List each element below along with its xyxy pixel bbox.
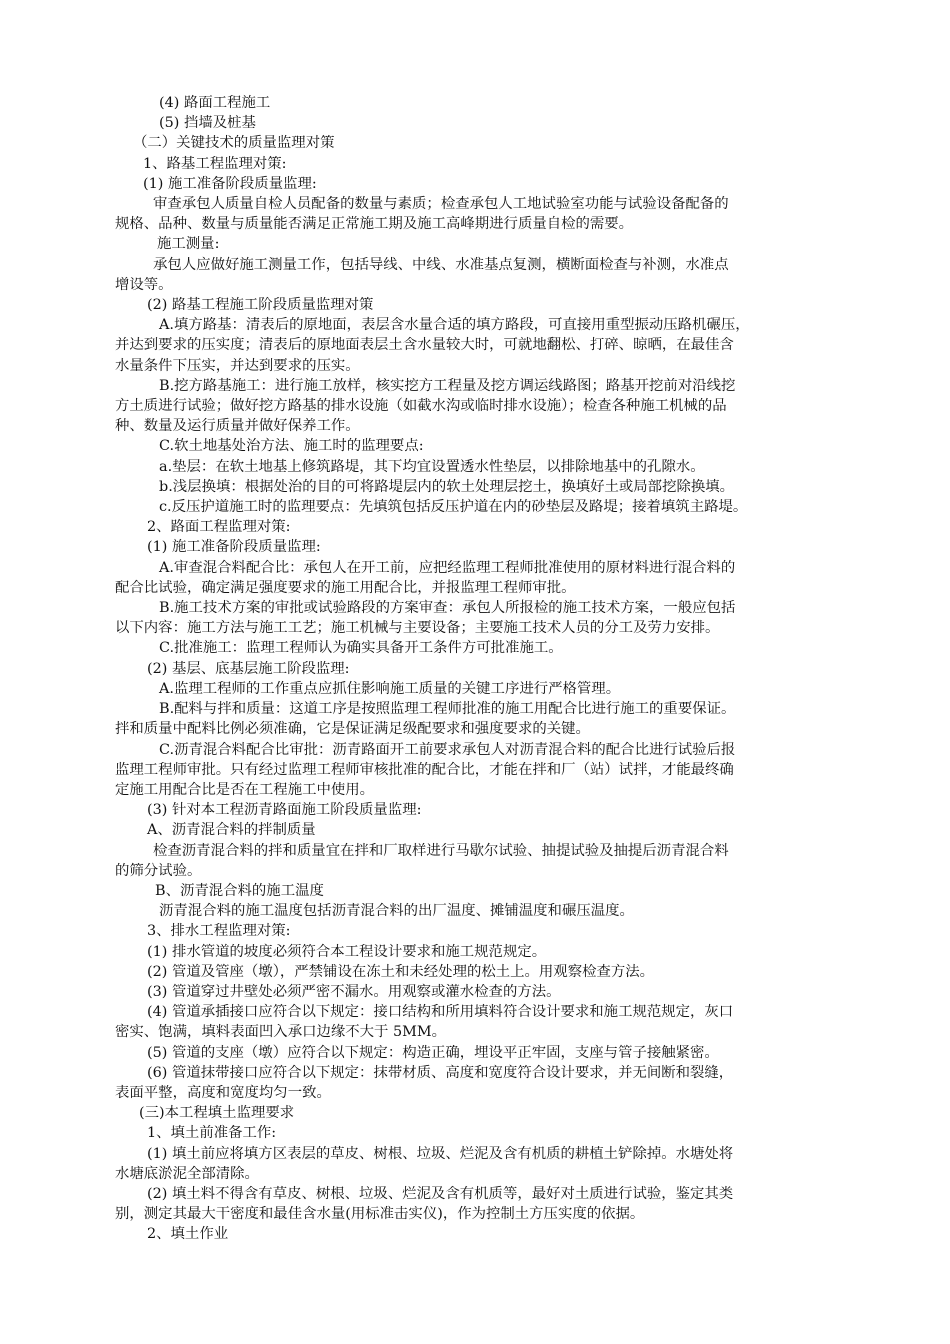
- section-heading: (三)本工程填土监理要求: [139, 1105, 295, 1122]
- text-line: (1) 施工准备阶段质量监理:: [147, 539, 321, 556]
- text-line: 承包人应做好施工测量工作，包括导线、中线、水准基点复测，横断面检查与补测，水准点: [153, 256, 729, 273]
- text-line: (2) 填土料不得含有草皮、树根、垃圾、烂泥及含有机质等，最好对土质进行试验，鉴定其类: [147, 1185, 734, 1202]
- text-line: (4) 管道承插接口应符合以下规定：接口结构和所用填料符合设计要求和施工规范规定，灰口: [147, 1004, 734, 1021]
- text-line: 审查承包人质量自检人员配备的数量与素质；检查承包人工地试验室功能与试验设备配备的: [153, 196, 729, 213]
- text-line: C.批准施工：监理工程师认为确实具备开工条件方可批准施工。: [159, 640, 563, 657]
- text-line: A.审查混合料配合比：承包人在开工前，应把经监理工程师批准使用的原材料进行混合料的: [159, 559, 736, 576]
- text-line: (5) 挡墙及桩基: [159, 115, 256, 132]
- text-line: (4) 路面工程施工: [159, 95, 271, 111]
- text-line: (1) 填土前应将填方区表层的草皮、树根、垃圾、烂泥及含有机质的耕植土铲除掉。水塘处将: [147, 1145, 734, 1162]
- subsection-heading: 1、路基工程监理对策:: [143, 155, 287, 172]
- text-line: 以下内容：施工方法与施工工艺；施工机械与主要设备；主要施工技术人员的分工及劳力安排。: [115, 620, 720, 637]
- section-heading: （二）关键技术的质量监理对策: [133, 135, 335, 152]
- text-line: 表面平整，高度和宽度均匀一致。: [115, 1084, 331, 1101]
- text-line: C.沥青混合料配合比审批：沥青路面开工前要求承包人对沥青混合料的配合比进行试验后报: [159, 741, 736, 758]
- text-line: (6) 管道抹带接口应符合以下规定：抹带材质、高度和宽度符合设计要求，并无间断和裂缝，: [147, 1064, 734, 1081]
- text-line: 沥青混合料的施工温度包括沥青混合料的出厂温度、摊铺温度和碾压温度。: [159, 903, 634, 920]
- text-line: 检查沥青混合料的拌和质量宜在拌和厂取样进行马歇尔试验、抽提试验及抽提后沥青混合料: [153, 842, 729, 859]
- text-line: (2) 路基工程施工阶段质量监理对策: [147, 297, 374, 314]
- text-line: 密实、饱满，填料表面凹入承口边缘不大于 5MM。: [115, 1024, 447, 1041]
- text-line: 方土质进行试验；做好挖方路基的排水设施（如截水沟或临时排水设施）；检查各种施工机械的品: [115, 398, 727, 415]
- text-line: 施工测量:: [157, 236, 220, 253]
- text-line: 水量条件下压实，并达到要求的压实。: [115, 357, 360, 374]
- subsection-heading: 3、排水工程监理对策:: [147, 923, 291, 940]
- text-line: (3) 针对本工程沥青路面施工阶段质量监理:: [147, 802, 422, 819]
- text-line: c.反压护道施工时的监理要点：先填筑包括反压护道在内的砂垫层及路堤；接着填筑主路堤。: [159, 499, 748, 516]
- text-line: 配合比试验，确定满足强度要求的施工用配合比，并报监理工程师审批。: [115, 579, 576, 596]
- text-line: 规格、品种、数量与质量能否满足正常施工期及施工高峰期进行质量自检的需要。: [115, 216, 634, 233]
- text-line: b.浅层换填：根据处治的目的可将路堤层内的软土处理层挖土，换填好土或局部挖除换填。: [159, 478, 735, 495]
- text-line: 拌和质量中配料比例必须准确，它是保证满足级配要求和强度要求的关键。: [115, 721, 590, 738]
- text-line: 定施工用配合比是否在工程施工中使用。: [115, 781, 375, 798]
- text-line: B.配料与拌和质量：这道工序是按照监理工程师批准的施工用配合比进行施工的重要保证。: [159, 701, 736, 718]
- subsection-heading: 1、填土前准备工作:: [147, 1125, 277, 1142]
- text-line: 别，测定其最大干密度和最佳含水量(用标准击实仪)，作为控制土方压实度的依据。: [115, 1206, 645, 1223]
- text-line: 并达到要求的压实度；清表后的原地面表层土含水量较大时，可就地翻松、打碎、晾晒，在最佳含: [115, 337, 734, 354]
- text-line: (5) 管道的支座（墩）应符合以下规定：构造正确，埋设平正牢固，支座与管子接触紧密。: [147, 1044, 719, 1061]
- subsection-heading: 2、路面工程监理对策:: [147, 519, 291, 536]
- text-line: 增设等。: [115, 276, 173, 293]
- text-line: 的筛分试验。: [115, 862, 202, 879]
- text-line: B.施工技术方案的审批或试验路段的方案审查：承包人所报检的施工技术方案，一般应包括: [159, 600, 736, 617]
- text-line: A、沥青混合料的拌制质量: [147, 822, 316, 839]
- text-line: A.填方路基：清表后的原地面，表层含水量合适的填方路段，可直接用重型振动压路机碾压，: [159, 317, 750, 334]
- text-line: C.软土地基处治方法、施工时的监理要点:: [159, 438, 424, 455]
- text-line: B.挖方路基施工：进行施工放样，核实挖方工程量及挖方调运线路图；路基开挖前对沿线挖: [159, 377, 736, 394]
- text-line: 监理工程师审批。只有经过监理工程师审核批准的配合比，才能在拌和厂（站）试拌，才能最终确: [115, 761, 734, 778]
- text-line: A.监理工程师的工作重点应抓住影响施工质量的关键工序进行严格管理。: [159, 680, 621, 697]
- text-line: 水塘底淤泥全部清除。: [115, 1165, 259, 1182]
- text-line: (2) 基层、底基层施工阶段监理:: [147, 660, 350, 677]
- text-line: (1) 施工准备阶段质量监理:: [143, 175, 317, 192]
- text-line: B、沥青混合料的施工温度: [155, 882, 324, 899]
- text-line: 种、数量及运行质量并做好保养工作。: [115, 418, 360, 435]
- text-line: (2) 管道及管座（墩），严禁铺设在冻土和未经处理的松土上。用观察检查方法。: [147, 963, 655, 980]
- text-line: (3) 管道穿过井壁处必须严密不漏水。用观察或灌水检查的方法。: [147, 983, 561, 1000]
- text-line: (1) 排水管道的坡度必须符合本工程设计要求和施工规范规定。: [147, 943, 547, 960]
- document-body: [115, 93, 840, 1245]
- text-line: a.垫层：在软土地基上修筑路堤，其下均宜设置透水性垫层，以排除地基中的孔隙水。: [159, 458, 705, 475]
- subsection-heading: 2、填土作业: [147, 1226, 229, 1243]
